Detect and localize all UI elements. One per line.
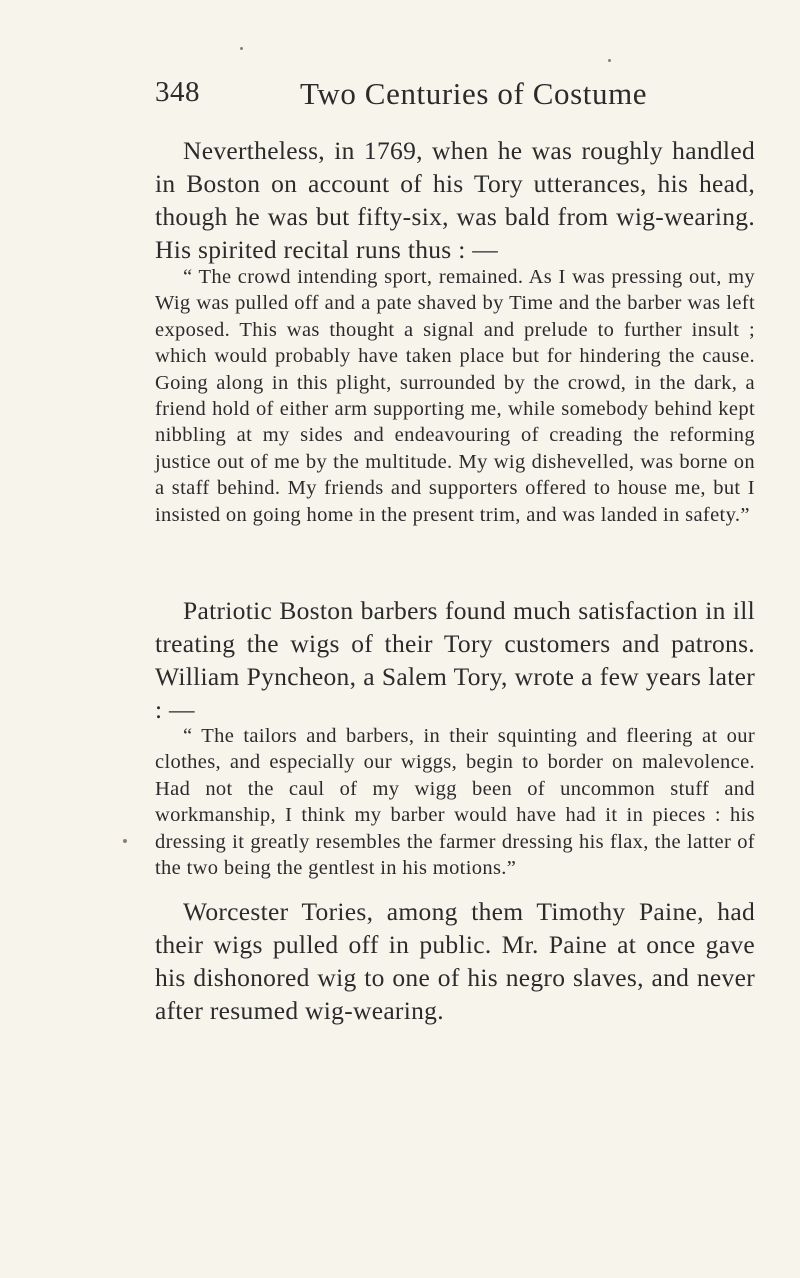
paragraph-2: Patriotic Boston barbers found much satisfaction in ill treating the wigs of their Tory customers and patrons. William Pyncheon, a Salem Tory, wrote a few years later : — xyxy=(155,596,755,724)
paragraph-1: Nevertheless, in 1769, when he was roughly handled in Boston on account of his Tory utterances, his head, though he was but fifty-six, was bald from wig-wearing. His spirited recital runs thus : — xyxy=(155,136,755,264)
paragraph-3: Worcester Tories, among them Timothy Paine, had their wigs pulled off in public. Mr. Paine at once gave his dishonored wig to one of his negro slaves, and never after resumed wig-wearing. xyxy=(155,897,755,1025)
quotation-1: “ The crowd intending sport, remained. As I was pressing out, my Wig was pulled off and a pate shaved by Time and the barber was left exposed. This was thought a signal and prelude to further insult ; which would probably have taken place but for hindering the cause. Going along in this plight, surrounded by the crowd, in the dark, a friend hold of either arm supporting me, while somebody behind kept nibbling at my sides and endeavouring of creading the reforming justice out of me by the multitude. My wig dishevelled, was borne on a staff behind. My friends and supporters offered to house me, but I insisted on going home in the present trim, and was landed in safety.” xyxy=(155,266,755,526)
running-title: Two Centuries of Costume xyxy=(300,76,648,111)
ink-speck xyxy=(240,47,243,50)
page-number: 348 xyxy=(155,76,200,108)
ink-speck xyxy=(123,839,127,843)
quotation-2: “ The tailors and barbers, in their squinting and fleering at our clothes, and especially our wiggs, begin to border on malevolence. Had not the caul of my wigg been of uncommon stuff and workmanship, I think my barber would have had it in pieces : his dressing it greatly resembles the farmer dressing his flax, the latter of the two being the gentlest in his motions.” xyxy=(155,725,755,880)
ink-speck xyxy=(608,59,611,62)
page-header xyxy=(155,76,755,116)
